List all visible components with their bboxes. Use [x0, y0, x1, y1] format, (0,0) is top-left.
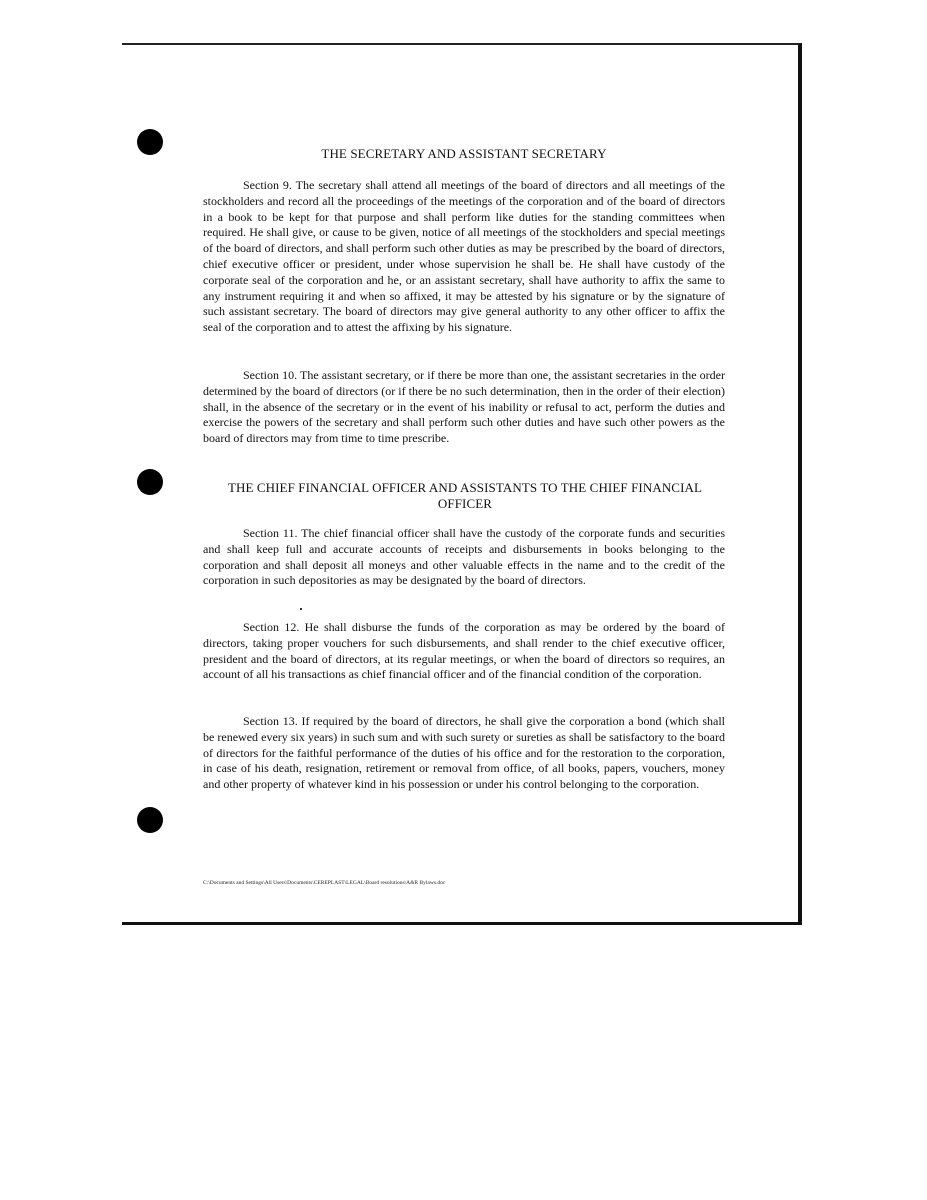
- heading-chief-financial-officer: THE CHIEF FINANCIAL OFFICER AND ASSISTANTS TO THE CHIEF FINANCIAL OFFICER: [227, 480, 703, 511]
- footer-file-path: C:\Documents and Settings\All Users\Documents\CEREPLAST\LEGAL\Board resolutions\A&R Bylaws.doc: [203, 880, 446, 886]
- section-10-paragraph: Section 10. The assistant secretary, or if there be more than one, the assistant secretaries in the order determined by the board of directors (or if there be no such determination, then in the order of their election) shall, in the absence of the secretary or in the event of his inability or refusal to act, perform the duties and exercise the powers of the secretary and shall perform such other duties and have such other powers as the board of directors may from time to time prescribe.: [203, 368, 725, 446]
- punch-hole: [137, 469, 163, 495]
- section-9-paragraph: Section 9. The secretary shall attend all meetings of the board of directors and all meetings of the stockholders and record all the proceedings of the meetings of the corporation and of the board of directors in a book to be kept for that purpose and shall perform like duties for the standing committees when required. He shall give, or cause to be given, notice of all meetings of the stockholders and special meetings of the board of directors, and shall perform such other duties as may be prescribed by the board of directors, chief executive officer or president, under whose supervision he shall be. He shall have custody of the corporate seal of the corporation and he, or an assistant secretary, shall have authority to affix the same to any instrument requiring it and when so affixed, it may be attested by his signature or by the signature of such assistant secretary. The board of directors may give general authority to any other officer to affix the seal of the corporation and to attest the affixing by his signature.: [203, 178, 725, 335]
- punch-hole: [137, 807, 163, 833]
- section-12-paragraph: Section 12. He shall disburse the funds of the corporation as may be ordered by the board of directors, taking proper vouchers for such disbursements, and shall render to the chief executive officer, president and the board of directors, at its regular meetings, or when the board of directors so requires, an account of all his transactions as chief financial officer and of the financial condition of the corporation.: [203, 620, 725, 682]
- heading-secretary: THE SECRETARY AND ASSISTANT SECRETARY: [321, 146, 607, 161]
- section-13-paragraph: Section 13. If required by the board of directors, he shall give the corporation a bond (which shall be renewed every six years) in such sum and with such surety or sureties as shall be satisfactory to the board of directors for the faithful performance of the duties of his office and for the restoration to the corporation, in case of his death, resignation, retirement or removal from office, of all books, papers, vouchers, money and other property of whatever kind in his possession or under his control belonging to the corporation.: [203, 714, 725, 792]
- section-11-paragraph: Section 11. The chief financial officer shall have the custody of the corporate funds and securities and shall keep full and accurate accounts of receipts and disbursements in books belonging to the corporation and shall deposit all moneys and other valuable effects in the name and to the credit of the corporation in such depositories as may be designated by the board of directors.: [203, 526, 725, 588]
- punch-hole: [137, 129, 163, 155]
- scan-speck: [300, 608, 302, 610]
